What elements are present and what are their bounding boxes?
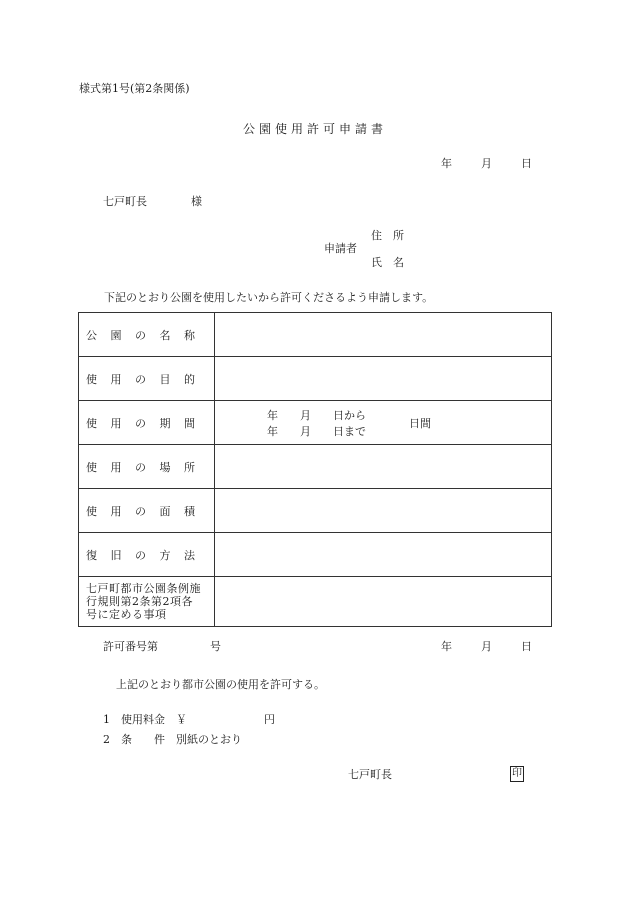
seal-mark: 印 [510,766,524,782]
period-to: 年 月 日まで [267,425,366,438]
intro-text: 下記のとおり公園を使用したいから許可くださるよう申請します。 [104,291,434,304]
period-days: 日間 [409,417,431,430]
row-label: 使用の面積 [79,489,215,533]
date-day: 日 [521,640,532,653]
conditions-line: 2 条 件 別紙のとおり [103,733,242,746]
application-table [78,312,552,627]
application-date [441,155,532,171]
row-label: 使用の期間 [79,401,215,445]
row-label: 公園の名称 [79,313,215,357]
row-label: 七戸町都市公園条例施行規則第2条第2項各号に定める事項 [79,577,215,627]
address-label: 住 所 [371,229,404,242]
period-field[interactable] [215,401,552,445]
row-label: 復旧の方法 [79,533,215,577]
location-field[interactable] [215,445,552,489]
table-row [79,489,552,533]
approval-text: 上記のとおり都市公園の使用を許可する。 [116,678,325,691]
permit-number-label: 許可番号第 [103,640,158,653]
permit-number-suffix: 号 [210,640,221,653]
fee-line: 1 使用料金 ￥ 円 [103,713,275,726]
permit-date [441,638,532,654]
table-row [79,577,552,627]
date-year: 年 [441,640,452,653]
row-label: 使用の目的 [79,357,215,401]
name-label: 氏 名 [371,256,404,269]
park-name-field[interactable] [215,313,552,357]
row-label: 使用の場所 [79,445,215,489]
restoration-field[interactable] [215,533,552,577]
date-day: 日 [521,157,532,170]
date-month: 月 [481,157,492,170]
issuer-name: 七戸町長 [348,768,392,781]
addressee-name: 七戸町長 [103,195,147,208]
table-row [79,357,552,401]
page-title: 公園使用許可申請書 [242,122,387,136]
addressee-honorific: 様 [191,195,202,208]
permit-number [103,638,221,654]
date-month: 月 [481,640,492,653]
form-number: 様式第1号(第2条関係) [79,82,190,95]
table-row [79,533,552,577]
area-field[interactable] [215,489,552,533]
purpose-field[interactable] [215,357,552,401]
other-matters-field[interactable] [215,577,552,627]
period-from: 年 月 日から [267,409,366,422]
table-row [79,313,552,357]
addressee [103,193,202,209]
table-row [79,401,552,445]
table-row [79,445,552,489]
date-year: 年 [441,157,452,170]
applicant-label: 申請者 [324,242,357,255]
